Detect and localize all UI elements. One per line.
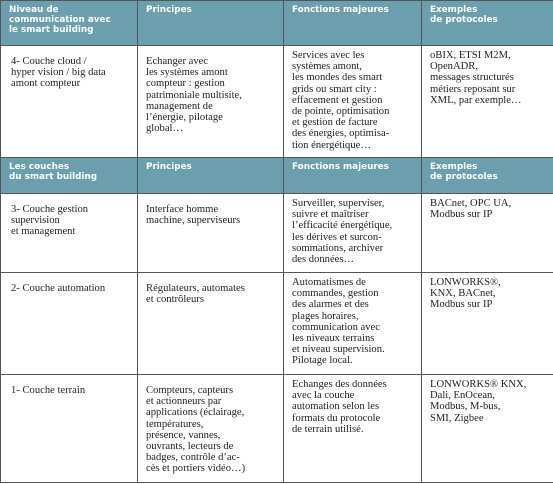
functions-cell: Echanges des données avec la couche automation selon les formats du protocole de terrain utilisé. xyxy=(284,375,422,483)
functions-cell: Services avec les systèmes amont, les mondes des smart grids ou smart city : effacement et gestion de pointe, optimisation et gestion de facture des énergies, optimisa- tion énergétique… xyxy=(284,46,422,158)
layer-cell: 4- Couche cloud / hyper vision / big data amont compteur xyxy=(1,46,138,158)
table-row-field xyxy=(1,375,553,483)
header-cell-functions: Fonctions majeures xyxy=(284,158,422,194)
principles-cell: Régulateurs, automates et contrôleurs xyxy=(138,273,284,375)
table-row-cloud xyxy=(1,46,553,158)
header-cell-protocols: Exemples de protocoles xyxy=(422,158,553,194)
header-cell-functions: Fonctions majeures xyxy=(284,1,422,46)
protocols-cell: oBIX, ETSI M2M, OpenADR, messages structurés métiers reposant sur XML, par exemple… xyxy=(422,46,553,158)
header-row-communication xyxy=(1,1,553,46)
principles-cell: Compteurs, capteurs et actionneurs par applications (éclairage, températures, présence, vannes, ouvrants, lecteurs de badges, contrôle d’ac- cès et portiers vidéo…) xyxy=(138,375,284,483)
header-row-layers xyxy=(1,158,553,194)
table-row-automation xyxy=(1,273,553,375)
functions-cell: Surveiller, superviser, suivre et maîtriser l’efficacité énergétique, les dérives et surcon- sommations, archiver des données… xyxy=(284,194,422,273)
header-cell-level: Niveau de communication avec le smart building xyxy=(1,1,138,46)
protocols-cell: LONWORKS® KNX, Dali, EnOcean, Modbus, M-bus, SMI, Zigbee xyxy=(422,375,553,483)
layer-cell: 1- Couche terrain xyxy=(1,375,138,483)
protocols-cell: BACnet, OPC UA, Modbus sur IP xyxy=(422,194,553,273)
layer-cell: 2- Couche automation xyxy=(1,273,138,375)
functions-cell: Automatismes de commandes, gestion des alarmes et des plages horaires, communication avec les niveaux terrains et niveau supervision. Pilotage local. xyxy=(284,273,422,375)
table-row-supervision xyxy=(1,194,553,273)
header-cell-layers: Les couches du smart building xyxy=(1,158,138,194)
protocols-cell: LONWORKS®, KNX, BACnet, Modbus sur IP xyxy=(422,273,553,375)
principles-cell: Echanger avec les systèmes amont compteur : gestion patrimoniale multisite, management de l’énergie, pilotage global… xyxy=(138,46,284,158)
header-cell-principles: Principes xyxy=(138,158,284,194)
header-cell-protocols: Exemples de protocoles xyxy=(422,1,553,46)
principles-cell: Interface homme machine, superviseurs xyxy=(138,194,284,273)
header-cell-principles: Principes xyxy=(138,1,284,46)
layer-cell: 3- Couche gestion supervision et management xyxy=(1,194,138,273)
